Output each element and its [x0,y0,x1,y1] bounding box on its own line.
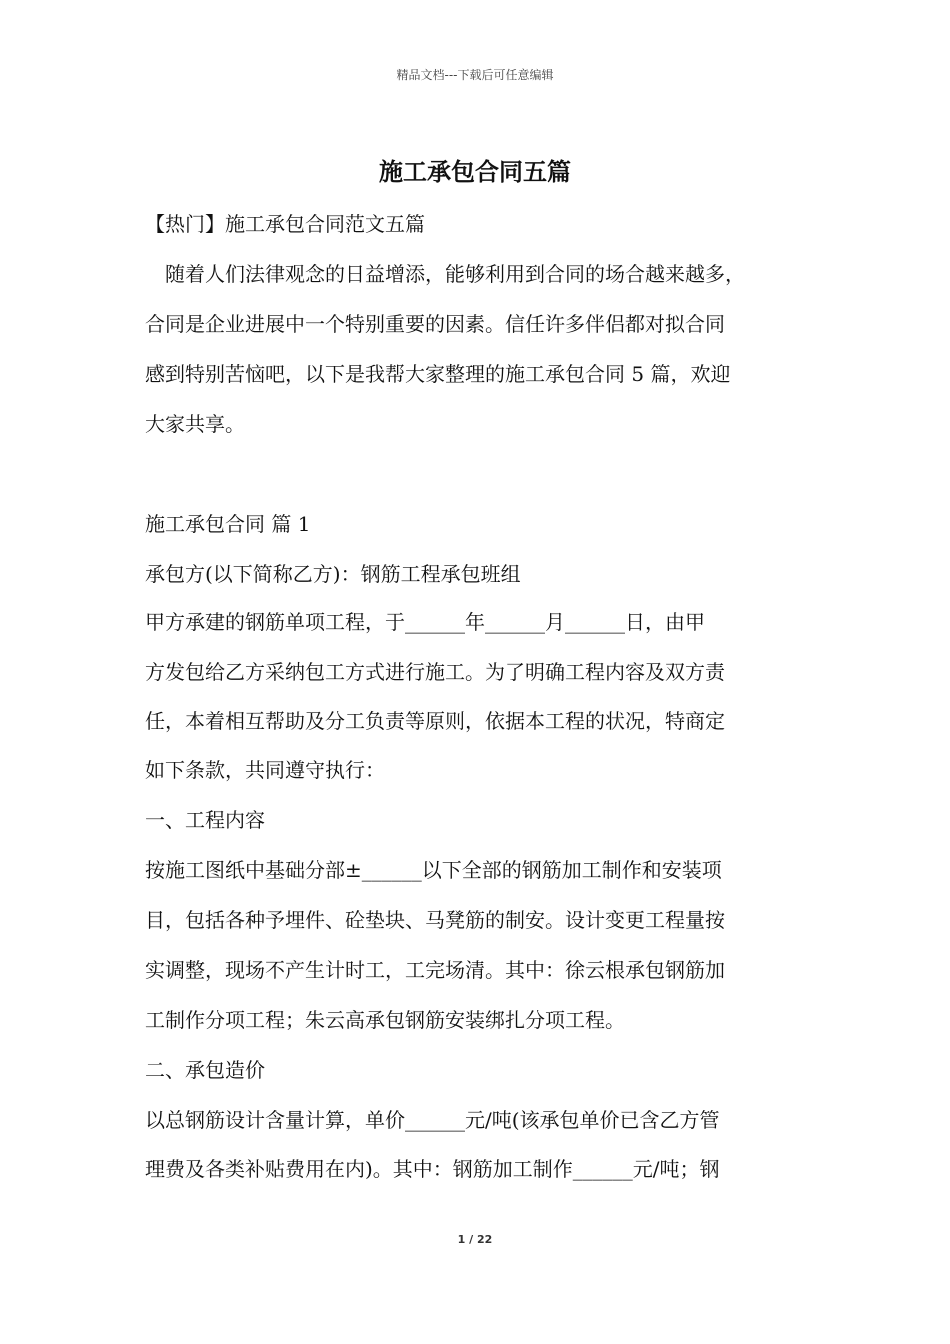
page-header: 精品文档---下载后可任意编辑 [396,68,554,82]
paragraph-line: 目，包括各种予埋件、砼垫块、马凳筋的制安。设计变更工程量按 [145,908,725,932]
paragraph-line: 合同是企业进展中一个特别重要的因素。信任许多伴侣都对拟合同 [145,312,725,336]
paragraph-line: 任，本着相互帮助及分工负责等原则，依据本工程的状况，特商定 [145,709,725,733]
paragraph-line: 以总钢筋设计含量计算，单价______元/吨(该承包单价已含乙方管 [145,1108,720,1132]
paragraph-line: 承包方(以下简称乙方)：钢筋工程承包班组 [145,562,521,586]
paragraph-line: 甲方承建的钢筋单项工程，于______年______月______日，由甲 [145,610,705,634]
subtitle-line: 【热门】施工承包合同范文五篇 [145,212,425,236]
paragraph-line: 方发包给乙方采纳包工方式进行施工。为了明确工程内容及双方责 [145,660,725,684]
paragraph-line: 实调整，现场不产生计时工，工完场清。其中：徐云根承包钢筋加 [145,958,725,982]
paragraph-line: 大家共享。 [145,412,245,436]
section-heading: 施工承包合同 篇 1 [145,512,311,536]
clause-heading: 二、承包造价 [145,1058,265,1082]
paragraph-line: 如下条款，共同遵守执行： [145,758,385,782]
document-title: 施工承包合同五篇 [379,158,571,186]
page-number: 1 / 22 [457,1233,493,1246]
paragraph-line: 理费及各类补贴费用在内)。其中：钢筋加工制作______元/吨；钢 [145,1157,720,1181]
clause-heading: 一、工程内容 [145,808,265,832]
paragraph-line: 随着人们法律观念的日益增添，能够利用到合同的场合越来越多， [145,262,745,286]
paragraph-line: 感到特别苦恼吧，以下是我帮大家整理的施工承包合同 5 篇，欢迎 [145,362,731,386]
paragraph-line: 工制作分项工程；朱云高承包钢筋安装绑扎分项工程。 [145,1008,625,1032]
paragraph-line: 按施工图纸中基础分部±______以下全部的钢筋加工制作和安装项 [145,858,722,882]
